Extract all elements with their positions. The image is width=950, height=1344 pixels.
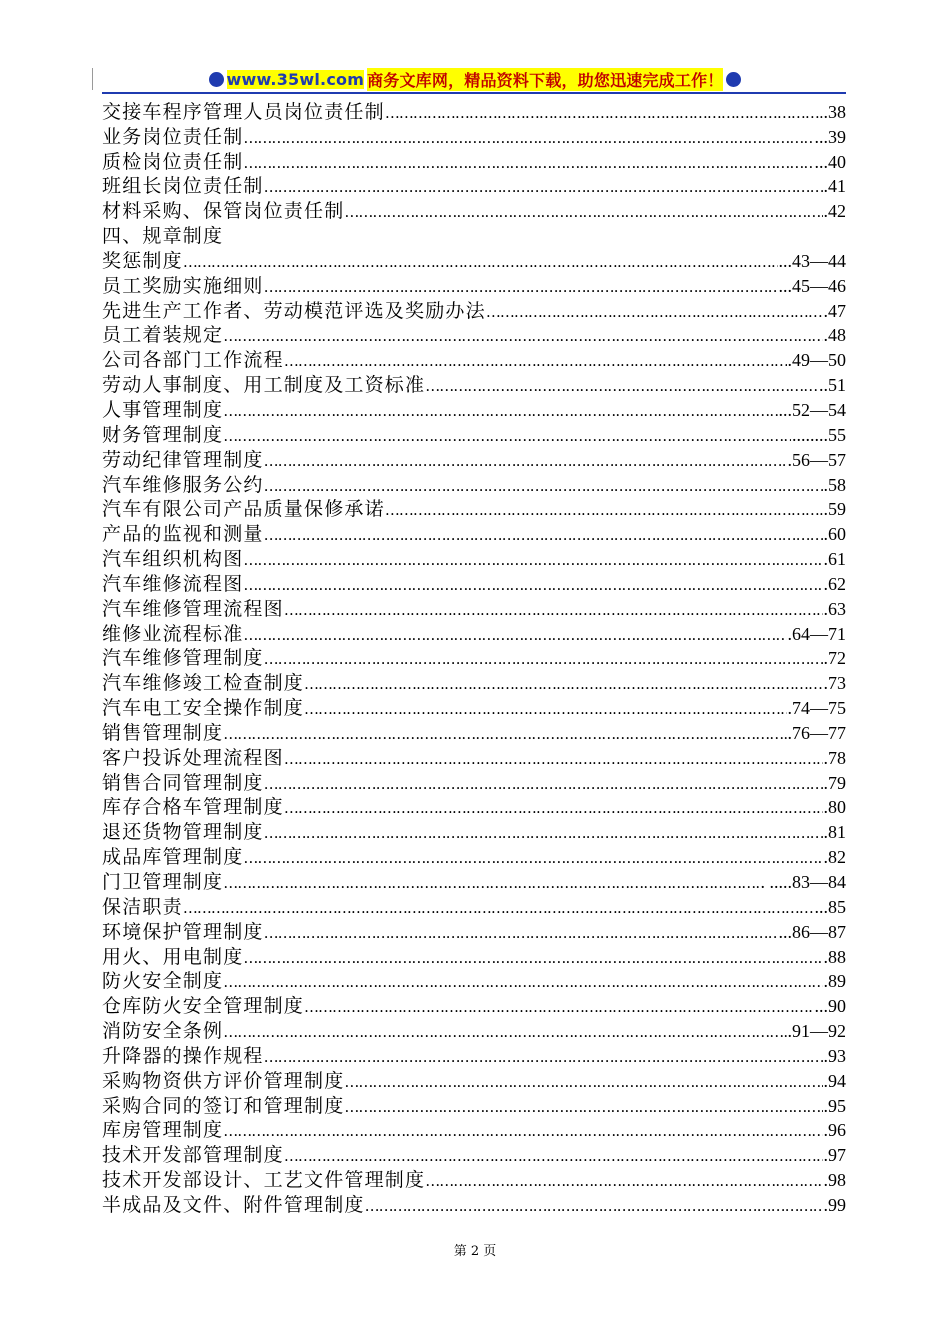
toc-entry [102,545,846,570]
toc-entry-title: 先进生产工作者、劳动模范评选及奖励办法 [102,299,486,322]
toc-dot-leader [223,972,822,992]
toc-entry [102,98,846,123]
toc-entry-page: ...86—87 [778,921,846,942]
toc-entry-page: .72 [823,648,846,669]
toc-entry [102,794,846,819]
toc-entry-page: .94 [823,1070,846,1091]
toc-entry-title: 门卫管理制度 [102,871,224,893]
toc-dot-leader [304,699,786,719]
header-banner [209,68,742,91]
toc-dot-leader [243,550,822,570]
toc-entry-page: .79 [823,772,846,793]
toc-dot-leader [264,451,787,471]
toc-dot-leader [243,848,822,868]
toc-entry-title: 汽车电工安全操作制度 [102,697,305,720]
toc-entry-title: 人事管理制度 [102,398,224,421]
toc-entry-page: .49—50 [787,350,846,371]
toc-entry-title: 材料采购、保管岗位责任制 [102,200,345,223]
toc-entry-title: 员工着装规定 [102,324,224,347]
toc-entry-title: 劳动人事制度、用工制度及工资标准 [102,374,426,397]
bullet-dot-right-icon [726,72,741,87]
toc-entry-page: ........55 [792,424,846,445]
toc-dot-leader [223,1121,822,1141]
toc-dot-leader [183,252,778,272]
toc-entry [102,769,846,794]
toc-entry-page: .63 [823,598,846,619]
toc-entry-page: ...40 [814,151,846,172]
toc-entry-title: 劳动纪律管理制度 [102,448,264,471]
toc-entry [102,669,846,694]
toc-entry-page: . .....83—84 [760,872,846,892]
toc-entry-title: 采购合同的签订和管理制度 [102,1094,345,1117]
toc-entry-page: ...85 [814,896,846,917]
toc-dot-leader [264,476,823,496]
toc-entry [102,123,846,148]
toc-entry-page: .89 [823,971,846,992]
toc-entry-title: 半成品及文件、附件管理制度 [102,1193,365,1216]
toc-entry [102,197,846,222]
toc-entry-title: 四、规章制度 [102,225,224,248]
toc-entry [102,297,846,322]
toc-entry-page: .56—57 [787,449,846,470]
toc-entry [102,744,846,769]
toc-entry-page: .80 [823,797,846,818]
toc-dot-leader [264,823,823,843]
toc-entry-title: 汽车维修流程图 [102,572,244,595]
toc-entry [102,694,846,719]
toc-entry [102,247,846,272]
toc-entry-page: .99 [823,1194,846,1215]
toc-entry [102,1067,846,1092]
toc-entry [102,595,846,620]
toc-entry-page: .48 [823,325,846,346]
page-header [0,66,950,92]
toc-entry-page: .81 [823,822,846,843]
toc-entry-page: .64—71 [787,623,846,644]
toc-entry-title: 技术开发部管理制度 [102,1144,284,1167]
toc-entry-title: 业务岗位责任制 [102,125,244,148]
toc-entry-page: .82 [823,847,846,868]
toc-entry-title: 财务管理制度 [102,423,224,446]
header-url-link[interactable]: www.35wl.com [226,69,365,89]
toc-dot-leader [264,923,778,943]
toc-entry-title: 库房管理制度 [102,1119,224,1142]
toc-entry [102,645,846,670]
toc-entry [102,843,846,868]
toc-dot-leader [344,202,822,222]
toc-entry-title: 保洁职责 [102,895,183,918]
toc-dot-leader [243,625,786,645]
toc-dot-leader [284,749,823,769]
toc-entry [102,1092,846,1117]
toc-entry [102,396,846,421]
toc-entry-page: .60 [823,524,846,545]
toc-entry-title: 退还货物管理制度 [102,821,264,844]
toc-section-heading [102,222,846,247]
toc-dot-leader [425,376,818,396]
toc-dot-leader [304,997,813,1017]
toc-dot-leader [365,1196,823,1216]
toc-entry [102,496,846,521]
toc-entry-page: .61 [823,549,846,570]
toc-entry [102,446,846,471]
toc-entry [102,918,846,943]
toc-entry-title: 产品的监视和测量 [102,523,264,546]
toc-entry [102,968,846,993]
toc-dot-leader [284,1146,823,1166]
toc-dot-leader [486,302,823,322]
toc-entry-title: 销售管理制度 [102,721,224,744]
toc-entry-page: .74—75 [787,698,846,719]
toc-entry-page: .59 [823,499,846,520]
toc-entry-title: 库存合格车管理制度 [102,796,284,819]
toc-entry-title: 汽车有限公司产品质量保修承诺 [102,498,385,521]
toc-entry-title: 客户投诉处理流程图 [102,746,284,769]
toc-dot-leader [264,277,778,297]
toc-dot-leader [243,128,813,148]
toc-entry-title: 员工奖励实施细则 [102,274,264,297]
toc-dot-leader [223,873,759,893]
toc-entry-title: 采购物资供方评价管理制度 [102,1069,345,1092]
toc-entry-title: 汽车维修服务公约 [102,473,264,496]
toc-entry-page: ...52—54 [778,399,846,420]
toc-dot-leader [264,649,823,669]
toc-entry-page: .41 [823,176,846,197]
toc-entry [102,1166,846,1191]
toc-dot-leader [344,1097,822,1117]
toc-entry-page: ...39 [814,126,846,147]
header-rule [102,92,846,94]
toc-dot-leader [385,103,823,123]
toc-entry-page: ...90 [814,996,846,1017]
toc-entry-title: 质检岗位责任制 [102,150,244,173]
toc-entry-title: 环境保护管理制度 [102,920,264,943]
toc-dot-leader [223,326,822,346]
toc-entry [102,1042,846,1067]
toc-entry-page: ...43—44 [778,250,846,271]
toc-entry-title: 技术开发部设计、工艺文件管理制度 [102,1169,426,1192]
toc-dot-leader [223,426,791,446]
toc-entry-page: .97 [823,1145,846,1166]
toc-entry-title: 成品库管理制度 [102,846,244,869]
toc-entry-page: ...45—46 [778,275,846,296]
toc-entry [102,893,846,918]
toc-entry [102,719,846,744]
toc-dot-leader [243,153,813,173]
toc-entry [102,520,846,545]
toc-entry-page: .76—77 [787,722,846,743]
toc-entry-title: 汽车组织机构图 [102,548,244,571]
toc-entry-title: 维修业流程标准 [102,622,244,645]
toc-dot-leader [223,1022,786,1042]
header-slogan: 商务文库网，精品资料下载，助您迅速完成工作！ [367,68,723,91]
toc-dot-leader [223,401,777,421]
toc-dot-leader [284,600,823,620]
toc-entry-page: ..51 [819,375,846,396]
toc-dot-leader [304,674,822,694]
toc-entry-title: 升降器的操作规程 [102,1044,264,1067]
toc-entry-title: 汽车维修管理制度 [102,647,264,670]
toc-entry [102,992,846,1017]
toc-entry-page: .78 [823,747,846,768]
toc-entry-page: .62 [823,573,846,594]
toc-entry-title: 奖惩制度 [102,249,183,272]
toc-entry-title: 仓库防火安全管理制度 [102,995,305,1018]
page-number: 第 2 页 [453,1244,497,1259]
toc-entry-page: .93 [823,1045,846,1066]
toc-entry-page: .88 [823,946,846,967]
toc-entry-page: .95 [823,1095,846,1116]
toc-entry-page: .91—92 [787,1021,846,1042]
toc-dot-leader [385,500,823,520]
toc-dot-leader [183,898,814,918]
toc-entry-page: .47 [823,300,846,321]
toc-entry [102,272,846,297]
toc-entry [102,1117,846,1142]
toc-entry-page: .42 [823,201,846,222]
toc-entry [102,868,846,893]
toc-dot-leader [425,1171,822,1191]
toc-entry [102,1141,846,1166]
toc-entry-title: 班组长岗位责任制 [102,175,264,198]
toc-entry [102,570,846,595]
toc-dot-leader [264,1047,823,1067]
toc-entry [102,818,846,843]
toc-entry-page: .98 [823,1170,846,1191]
toc-entry [102,148,846,173]
toc-entry [102,322,846,347]
toc-entry-title: 汽车维修竣工检查制度 [102,672,305,695]
toc-entry-title: 公司各部门工作流程 [102,349,284,372]
table-of-contents [102,98,846,1216]
bullet-dot-left-icon [209,72,224,87]
toc-entry [102,471,846,496]
toc-entry [102,173,846,198]
toc-entry-page: .73 [823,673,846,694]
toc-entry-title: 汽车维修管理流程图 [102,597,284,620]
toc-dot-leader [223,724,786,744]
toc-entry [102,1017,846,1042]
toc-entry [102,346,846,371]
toc-dot-leader [243,948,822,968]
toc-entry [102,421,846,446]
toc-entry-title: 防火安全制度 [102,970,224,993]
toc-dot-leader [264,525,823,545]
toc-entry-title: 销售合同管理制度 [102,771,264,794]
toc-entry-title: 用火、用电制度 [102,945,244,968]
toc-entry-title: 消防安全条例 [102,1020,224,1043]
toc-entry [102,620,846,645]
toc-dot-leader [284,351,787,371]
toc-entry-title: 交接车程序管理人员岗位责任制 [102,100,385,123]
toc-entry-page: .38 [823,101,846,122]
toc-dot-leader [243,575,822,595]
toc-dot-leader [284,798,823,818]
toc-dot-leader [264,177,823,197]
toc-entry-page: .96 [823,1120,846,1141]
toc-entry [102,943,846,968]
toc-entry [102,1191,846,1216]
toc-entry-page: .58 [823,474,846,495]
toc-dot-leader [344,1072,822,1092]
toc-dot-leader [264,774,823,794]
toc-entry [102,371,846,396]
